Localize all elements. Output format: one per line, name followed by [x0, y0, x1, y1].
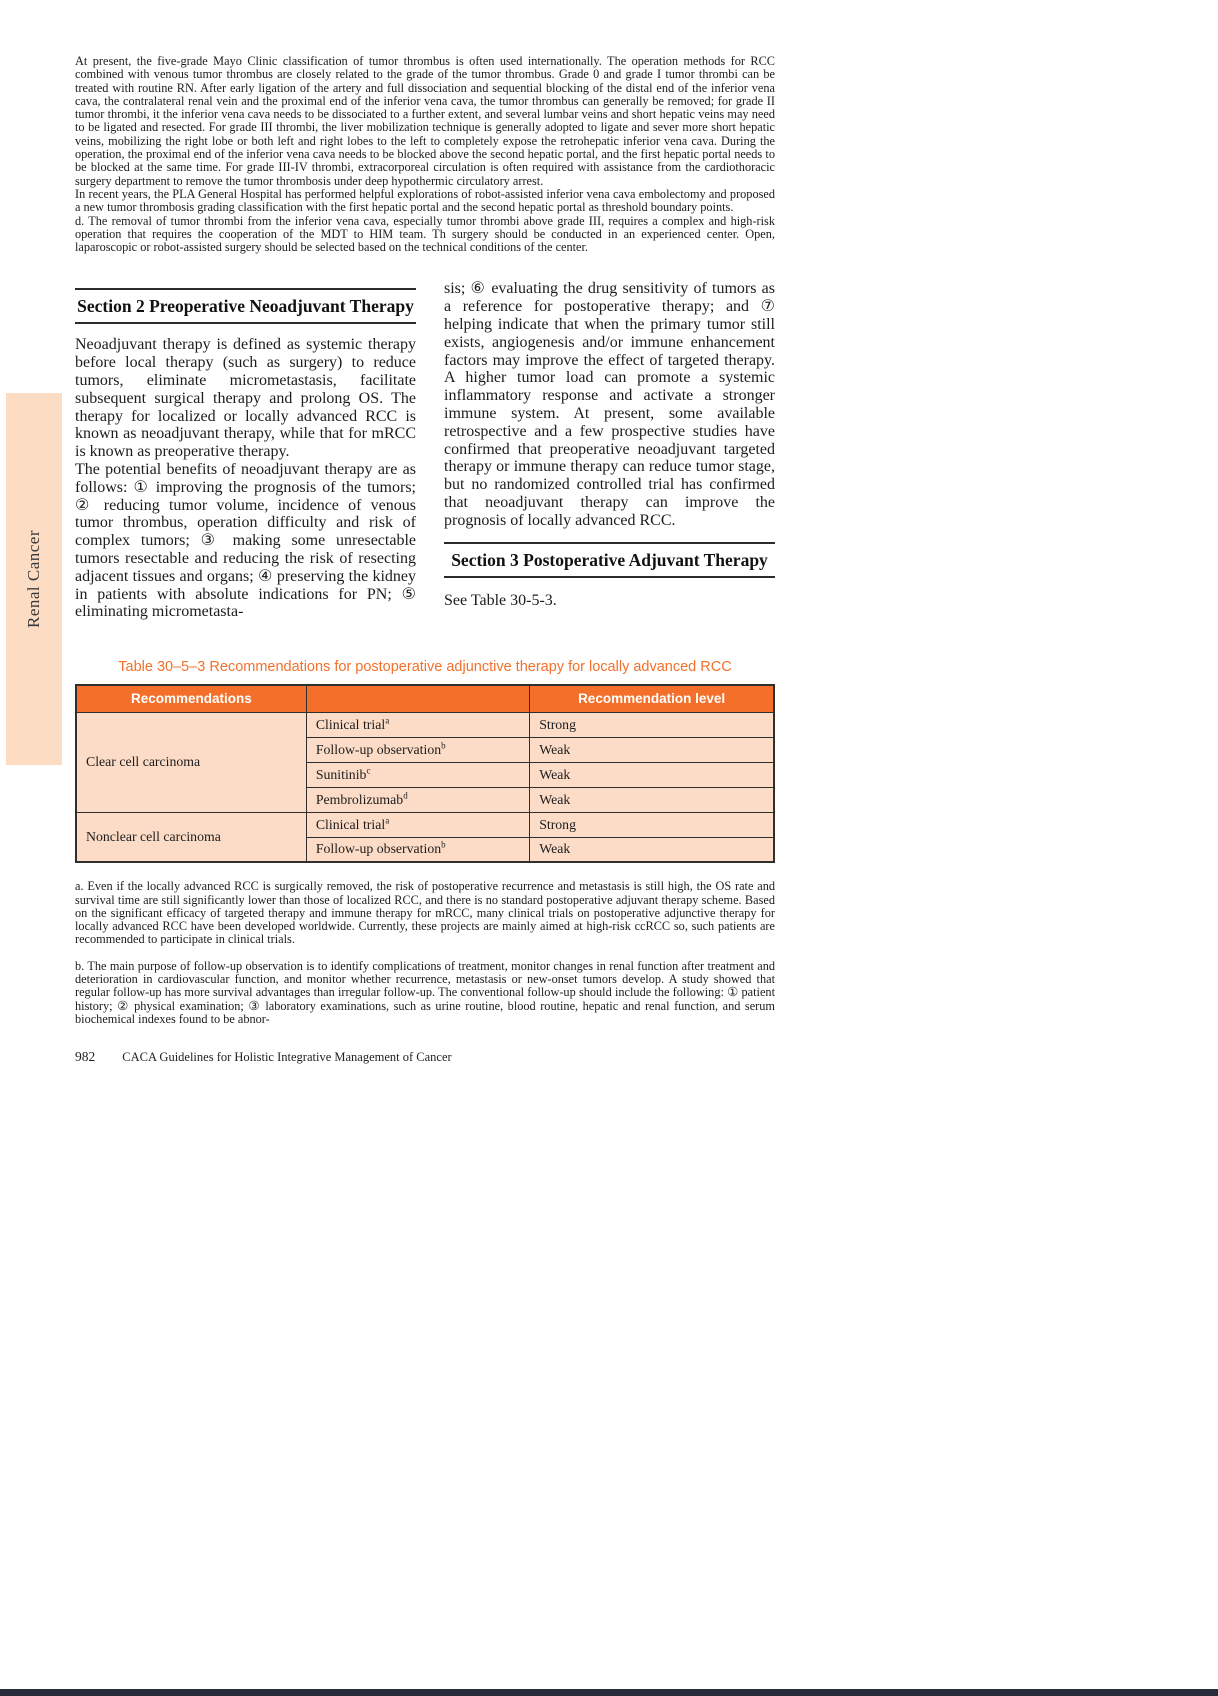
footnote-marker: b [441, 740, 446, 751]
footnote-marker: d [403, 790, 408, 801]
chapter-sidebar-tab [6, 393, 62, 765]
therapy-cell [306, 737, 529, 762]
footnote-marker: c [366, 765, 371, 776]
level-cell: Strong [530, 712, 774, 737]
section-3-heading: Section 3 Postoperative Adjuvant Therapy [451, 549, 768, 570]
table-row [76, 812, 774, 837]
therapy-cell [306, 812, 529, 837]
footnote-marker: b [441, 839, 446, 850]
table-header-level: Recommendation level [530, 685, 774, 712]
intro-paragraph-1: At present, the five-grade Mayo Clinic classification of tumor thrombus is often used internationally. The operation methods for RCC combined with venous tumor thrombus are closely related to the grade of the tumor thrombus. Grade 0 and grade I tumor thrombi can be treated with routine RN. After early ligation of the artery and full dissociation and sequential blocking of the distal end of the inferior vena cava, the contralateral renal vein and the proximal end of the inferior vena cava, the tumor thrombus can generally be removed; for grade II tumor thrombi, it the inferior vena cava needs to be dissociated to a further extent, and several lumbar veins and short hepatic veins may need to be ligated and resected. For grade III thrombi, the liver mobilization technique is generally adopted to ligate and sever more short hepatic veins, mobilizing the right lobe or both left and right lobes to the left to completely expose the retrohepatic inferior vena cava. During the operation, the proximal end of the inferior vena cava needs to be blocked above the second hepatic portal, and the first hepatic portal needs to be blocked at the same time. For grade III-IV thrombi, extracorporeal circulation is often required with assistance from the cardiothoracic surgery department to remove the tumor thrombosis under deep hypothermic circulatory arrest. [75, 54, 775, 188]
intro-paragraph-3: d. The removal of tumor thrombi from the inferior vena cava, especially tumor thrombi above grade III, requires a complex and high-risk operation that requires the cooperation of the MDT to HIM team. Th surgery should be conducted in an experienced center. Open, laparoscopic or robot-assisted surgery should be selected based on the technical conditions of the center. [75, 213, 775, 255]
therapy-cell [306, 837, 529, 862]
section-2-paragraph-1: Neoadjuvant therapy is defined as systemic therapy before local therapy (such as surgery) to reduce tumors, eliminate micrometastasis, facilitate subsequent surgical therapy and prolong OS. The therapy for localized or locally advanced RCC is known as neoadjuvant therapy, while that for mRCC is known as preoperative therapy. [75, 336, 416, 461]
table-header-row [76, 685, 774, 712]
section-2-paragraph-2: The potential benefits of neoadjuvant therapy are as follows: ① improving the prognosis of the tumors; ② reducing tumor volume, incidence of venous tumor thrombus, operation difficulty and risk of complex tumors; ③ making some unresectable tumors resectable and reducing the risk of resecting adjacent tissues and organs; ④ preserving the kidney in patients with absolute indications for PN; ⑤ eliminating micrometasta- [75, 461, 416, 621]
therapy-cell [306, 762, 529, 787]
section-2-paragraph-continuation: sis; ⑥ evaluating the drug sensitivity of tumors as a reference for postoperative therapy; and ⑦ helping indicate that when the primary tumor still exists, angiogenesis and/or immune enhancement factors may improve the effect of targeted therapy. A higher tumor load can promote a systemic inflammatory response and activate a stronger immune system. At present, some available retrospective and a few prospective studies have confirmed that preoperative neoadjuvant targeted therapy or immune therapy can reduce tumor stage, but no randomized controlled trial has confirmed that neoadjuvant therapy can improve the prognosis of locally advanced RCC. [444, 280, 775, 529]
recommendations-table [75, 684, 775, 863]
therapy-label: Pembrolizumab [315, 791, 404, 807]
footnote-b: b. The main purpose of follow-up observation is to identify complications of treatment, monitor changes in renal function after treatment and deterioration in cardiovascular function, and monitor whether recurrence, metastasis or new-onset tumors develop. A study showed that regular follow-up has more survival advantages than irregular follow-up. The conventional follow-up should include the following: ① patient history; ② physical examination; ③ laboratory examinations, such as urine routine, blood routine, hepatic and renal function, and serum biochemical indexes found to be abnor- [75, 958, 775, 1026]
group-cell-nonclear-cell: Nonclear cell carcinoma [76, 812, 306, 862]
section-2-heading-block [75, 288, 416, 324]
level-cell: Weak [530, 787, 774, 812]
group-cell-clear-cell: Clear cell carcinoma [76, 712, 306, 812]
therapy-cell [306, 787, 529, 812]
footer-book-title: CACA Guidelines for Holistic Integrative Management of Cancer [122, 1050, 452, 1065]
page-footer [75, 1049, 775, 1065]
level-cell: Weak [530, 837, 774, 862]
section-3-heading-block [444, 542, 775, 578]
level-cell: Weak [530, 737, 774, 762]
footnote-a: a. Even if the locally advanced RCC is surgically removed, the risk of postoperative recurrence and metastasis is still high, the OS rate and survival time are still significantly lower than those of localized RCC, and there is no standard postoperative adjuvant therapy scheme. Based on the significant efficacy of targeted therapy and immune therapy for mRCC, many clinical trials on postoperative adjunctive therapy for locally advanced RCC have been developed worldwide. Currently, these projects are mainly aimed at high-risk ccRCC so, such patients are recommended to participate in clinical trials. [75, 879, 775, 947]
section-3-see-table: See Table 30-5-3. [444, 591, 557, 609]
page-bottom-edge [0, 1689, 1218, 1696]
table-row [76, 712, 774, 737]
left-column [75, 280, 416, 621]
section-2-heading: Section 2 Preoperative Neoadjuvant Therapy [77, 296, 414, 317]
page-content [75, 55, 775, 1065]
footnote-marker: a [385, 815, 390, 826]
page-number: 982 [75, 1049, 96, 1065]
therapy-label: Sunitinib [315, 766, 367, 782]
intro-paragraph-2: In recent years, the PLA General Hospital has performed helpful explorations of robot-assisted inferior vena cava embolectomy and proposed a new tumor thrombosis grading classification with the first hepatic portal and the second hepatic portal as threshold boundary points. [75, 186, 775, 215]
chapter-label: Renal Cancer [24, 529, 43, 629]
footnote-marker: a [385, 715, 390, 726]
therapy-label: Clinical trial [315, 716, 386, 732]
therapy-cell [306, 712, 529, 737]
level-cell: Strong [530, 812, 774, 837]
level-cell: Weak [530, 762, 774, 787]
therapy-label: Follow-up observation [315, 841, 442, 857]
therapy-label: Clinical trial [315, 816, 386, 832]
therapy-label: Follow-up observation [315, 741, 442, 757]
two-column-section [75, 280, 775, 621]
table-header-middle [306, 685, 529, 712]
table-caption: Table 30–5–3 Recommendations for postoperative adjunctive therapy for locally advanced RCC [118, 659, 732, 676]
right-column [444, 280, 775, 621]
table-header-recommendations: Recommendations [76, 685, 306, 712]
